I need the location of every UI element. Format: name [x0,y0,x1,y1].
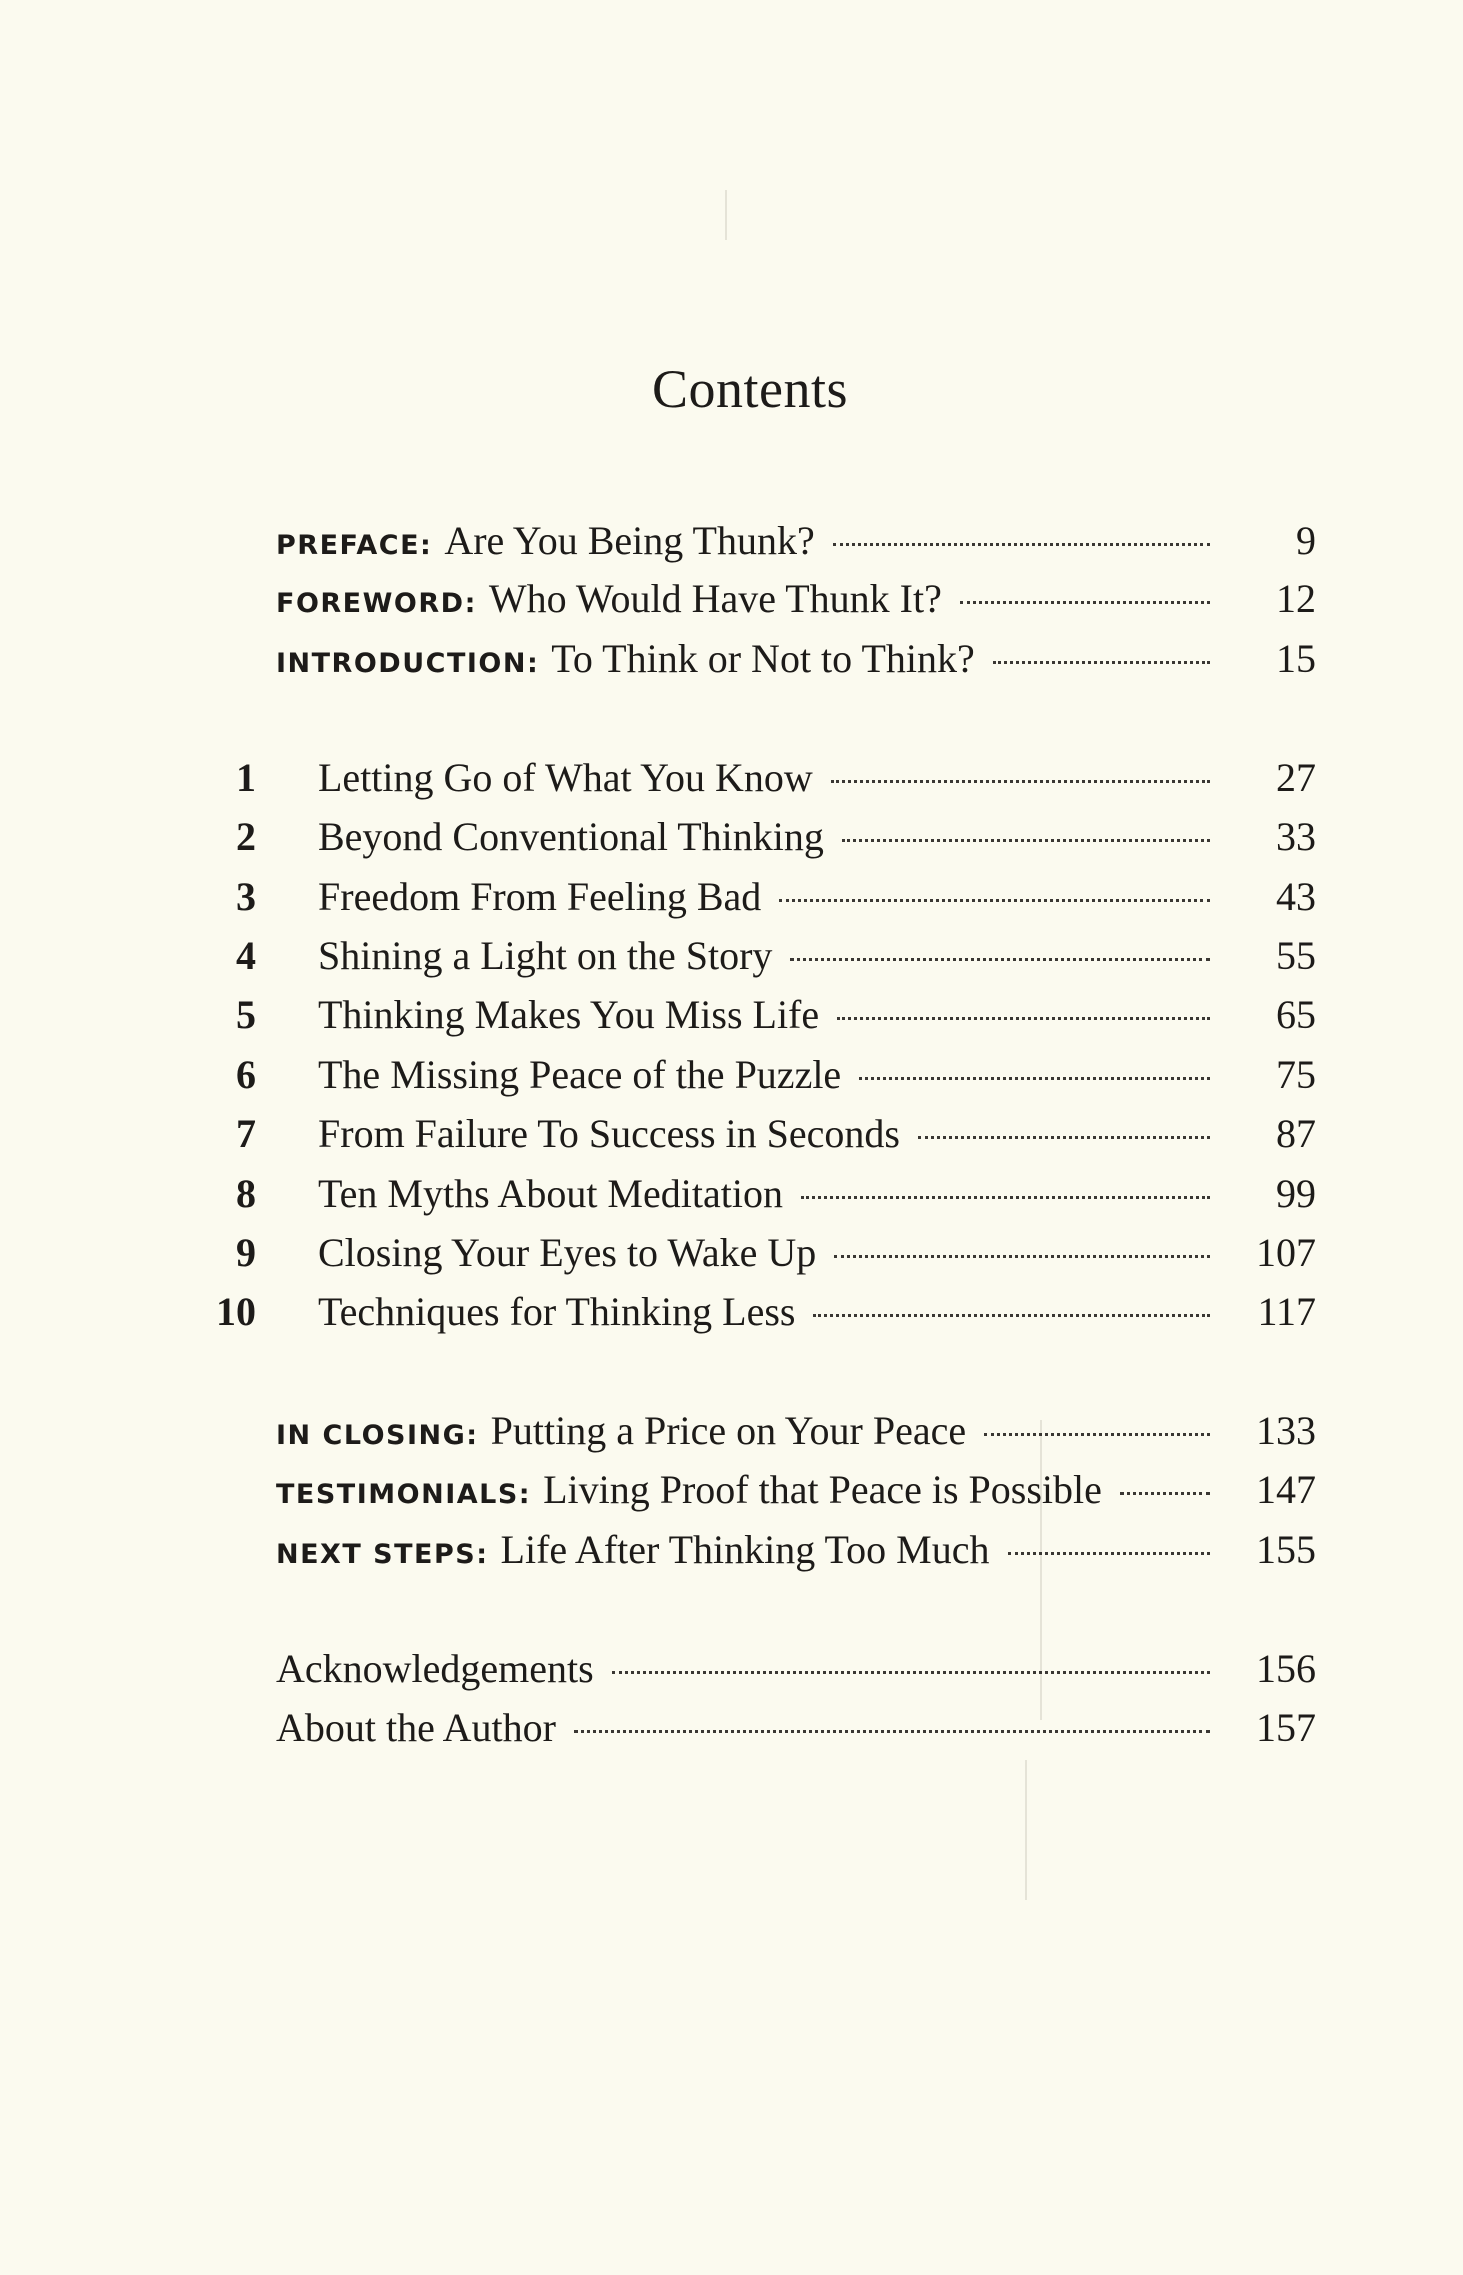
entry-kicker: NEXT STEPS: [276,1539,489,1570]
entry-page-number: 12 [1276,576,1316,621]
dot-leader [1008,1552,1211,1555]
dot-leader [918,1136,1210,1139]
toc-entry-chapter[interactable] [318,1164,1316,1224]
entry-title: To Think or Not to Think? [551,636,975,681]
chapter-number: 10 [216,1289,256,1334]
chapter-number: 1 [236,755,256,800]
dot-leader [842,839,1210,842]
entry-title: Closing Your Eyes to Wake Up [318,1230,817,1275]
entry-title: The Missing Peace of the Puzzle [318,1052,842,1097]
toc-entry-chapter[interactable] [318,1104,1316,1164]
entry-page-number: 15 [1276,636,1316,681]
entry-kicker: PREFACE: [276,530,433,561]
entry-title: Ten Myths About Meditation [318,1171,783,1216]
dot-leader [831,780,1210,783]
chapter-number: 4 [236,933,256,978]
toc-entry-testimonials[interactable] [276,1460,1316,1520]
paper-scuff [1025,1760,1027,1900]
entry-title: From Failure To Success in Seconds [318,1111,900,1156]
toc-entry-introduction[interactable] [276,629,1316,689]
toc-entry-acknowledgements[interactable] [276,1639,1316,1699]
toc-entry-about-the-author[interactable] [276,1698,1316,1758]
dot-leader [801,1196,1210,1199]
dot-leader [833,543,1210,546]
entry-page-number: 33 [1276,814,1316,859]
dot-leader [984,1433,1210,1436]
entry-title: Beyond Conventional Thinking [318,814,824,859]
toc-entry-chapter[interactable] [318,1282,1316,1342]
dot-leader [837,1017,1210,1020]
entry-title: Who Would Have Thunk It? [488,576,942,621]
dot-leader [779,899,1210,902]
chapter-number: 9 [236,1230,256,1275]
entry-title: Are You Being Thunk? [444,518,815,563]
chapter-number: 6 [236,1052,256,1097]
chapter-number: 8 [236,1171,256,1216]
entry-title: Letting Go of What You Know [318,755,813,800]
dot-leader [1120,1492,1210,1495]
entry-kicker: IN CLOSING: [276,1420,479,1451]
dot-leader [574,1730,1210,1733]
entry-kicker: FOREWORD: [276,588,477,619]
toc-entry-chapter[interactable] [318,926,1316,986]
entry-page-number: 117 [1257,1289,1316,1334]
entry-page-number: 43 [1276,874,1316,919]
entry-title: About the Author [276,1705,556,1750]
dot-leader [834,1255,1210,1258]
entry-title: Techniques for Thinking Less [318,1289,796,1334]
dot-leader [813,1314,1210,1317]
toc-entry-chapter[interactable] [318,867,1316,927]
dot-leader [790,958,1210,961]
chapter-number: 5 [236,992,256,1037]
entry-page-number: 133 [1256,1408,1316,1453]
entry-page-number: 55 [1276,933,1316,978]
toc-entry-chapter[interactable] [318,1223,1316,1283]
dot-leader [612,1671,1210,1674]
entry-kicker: TESTIMONIALS: [276,1479,532,1510]
toc-entry-foreword[interactable] [276,569,1316,629]
entry-page-number: 156 [1256,1646,1316,1691]
toc-entry-chapter[interactable] [318,807,1316,867]
dot-leader [859,1077,1210,1080]
toc-entry-next-steps[interactable] [276,1520,1316,1580]
entry-page-number: 147 [1256,1467,1316,1512]
entry-page-number: 99 [1276,1171,1316,1216]
page-title: Contents [651,359,848,420]
toc-entry-chapter[interactable] [318,1045,1316,1105]
entry-page-number: 107 [1256,1230,1316,1275]
entry-title: Life After Thinking Too Much [500,1527,990,1572]
entry-title: Living Proof that Peace is Possible [543,1467,1102,1512]
toc-entry-preface[interactable] [276,511,1316,571]
toc-entry-in-closing[interactable] [276,1401,1316,1461]
entry-page-number: 65 [1276,992,1316,1037]
toc-entry-chapter[interactable] [318,748,1316,808]
entry-page-number: 75 [1276,1052,1316,1097]
entry-page-number: 27 [1276,755,1316,800]
entry-page-number: 157 [1256,1705,1316,1750]
entry-title: Acknowledgements [276,1646,594,1691]
toc-entry-chapter[interactable] [318,985,1316,1045]
entry-page-number: 9 [1296,518,1316,563]
entry-title: Thinking Makes You Miss Life [318,992,820,1037]
chapter-number: 3 [236,874,256,919]
entry-page-number: 155 [1256,1527,1316,1572]
dot-leader [960,601,1210,604]
chapter-number: 7 [236,1111,256,1156]
entry-title: Shining a Light on the Story [318,933,773,978]
chapter-number: 2 [236,814,256,859]
entry-title: Putting a Price on Your Peace [490,1408,967,1453]
entry-page-number: 87 [1276,1111,1316,1156]
paper-scuff [725,190,727,240]
entry-kicker: INTRODUCTION: [276,648,540,679]
entry-title: Freedom From Feeling Bad [318,874,762,919]
dot-leader [993,661,1210,664]
